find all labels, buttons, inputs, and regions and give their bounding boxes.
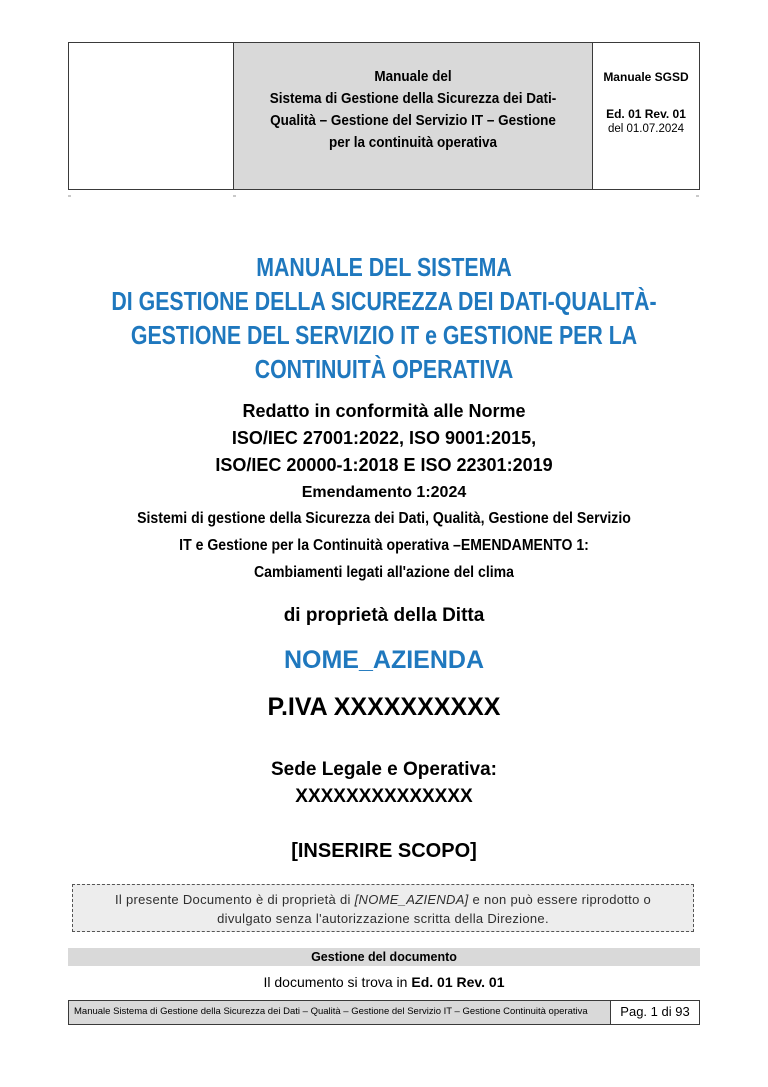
registered-office-label: Sede Legale e Operativa:: [271, 759, 497, 780]
header-title-line: per la continuità operativa: [328, 134, 498, 151]
registered-office-value: XXXXXXXXXXXXXX: [295, 786, 473, 807]
notice-company-placeholder: [NOME_AZIENDA]: [354, 892, 469, 907]
document-status-line: [0, 972, 768, 992]
amendment-line: Emendamento 1:2024: [301, 484, 467, 501]
notice-text: e non può essere riprodotto o: [468, 892, 652, 907]
header-info-cell: [593, 43, 699, 189]
conformity-line: ISO/IEC 20000-1:2018 E ISO 22301:2019: [215, 455, 553, 475]
table-handle-mark: [233, 195, 236, 197]
main-title-line: DI GESTIONE DELLA SICUREZZA DEI DATI-QUALITÀ-: [111, 286, 657, 316]
main-title-line: MANUALE DEL SISTEMA: [256, 252, 512, 282]
description-line: Sistemi di gestione della Sicurezza dei Dati, Qualità, Gestione del Servizio: [137, 510, 631, 527]
main-title-line: GESTIONE DEL SERVIZIO IT e GESTIONE PER LA: [130, 320, 638, 350]
main-title-line: CONTINUITÀ OPERATIVA: [254, 354, 514, 384]
description-line: Cambiamenti legati all'azione del clima: [253, 564, 514, 581]
revision-date: del 01.07.2024: [607, 123, 685, 135]
table-handle-mark: [68, 195, 71, 197]
edition-revision: Ed. 01 Rev. 01: [606, 107, 686, 121]
notice-text: divulgato senza l'autorizzazione scritta della Direzione.: [217, 911, 549, 926]
page-footer-table: [68, 1000, 700, 1025]
logo-placeholder-cell: [69, 43, 234, 189]
conformity-line: ISO/IEC 27001:2022, ISO 9001:2015,: [231, 428, 537, 448]
main-title: [0, 250, 768, 386]
vat-number-placeholder: P.IVA XXXXXXXXXX: [267, 693, 501, 721]
company-name-placeholder: NOME_AZIENDA: [283, 646, 484, 674]
notice-text: Il presente Documento è di proprietà di: [114, 892, 355, 907]
page-number: Pag. 1 di 93: [611, 1001, 699, 1024]
footer-document-title: Manuale Sistema di Gestione della Sicurezza dei Dati – Qualità – Gestione del Servizio IT – Gestione Continuità operativa: [69, 1001, 611, 1024]
property-intro: di proprietà della Ditta: [283, 605, 485, 626]
status-prefix: Il documento si trova in: [263, 974, 412, 990]
status-edition-value: Ed. 01 Rev. 01: [411, 974, 505, 990]
header-title-line: Manuale del: [374, 68, 452, 85]
header-title-cell: [234, 43, 593, 189]
header-title-line: Sistema di Gestione della Sicurezza dei Dati-: [269, 90, 557, 107]
confidentiality-notice-box: [72, 884, 694, 932]
document-management-header: Gestione del documento: [68, 948, 700, 966]
conformity-line: Redatto in conformità alle Norme: [242, 401, 526, 421]
scope-placeholder: [INSERIRE SCOPO]: [291, 840, 477, 862]
registered-office-block: [0, 756, 768, 810]
table-handle-mark: [696, 195, 699, 197]
description-line: IT e Gestione per la Continuità operativa –EMENDAMENTO 1:: [179, 537, 589, 554]
conformity-norms: [0, 398, 768, 479]
standards-description: [0, 505, 768, 586]
header-title-line: Qualità – Gestione del Servizio IT – Gestione: [270, 112, 556, 129]
document-header-table: [68, 42, 700, 190]
document-code: Manuale SGSD: [603, 70, 689, 84]
